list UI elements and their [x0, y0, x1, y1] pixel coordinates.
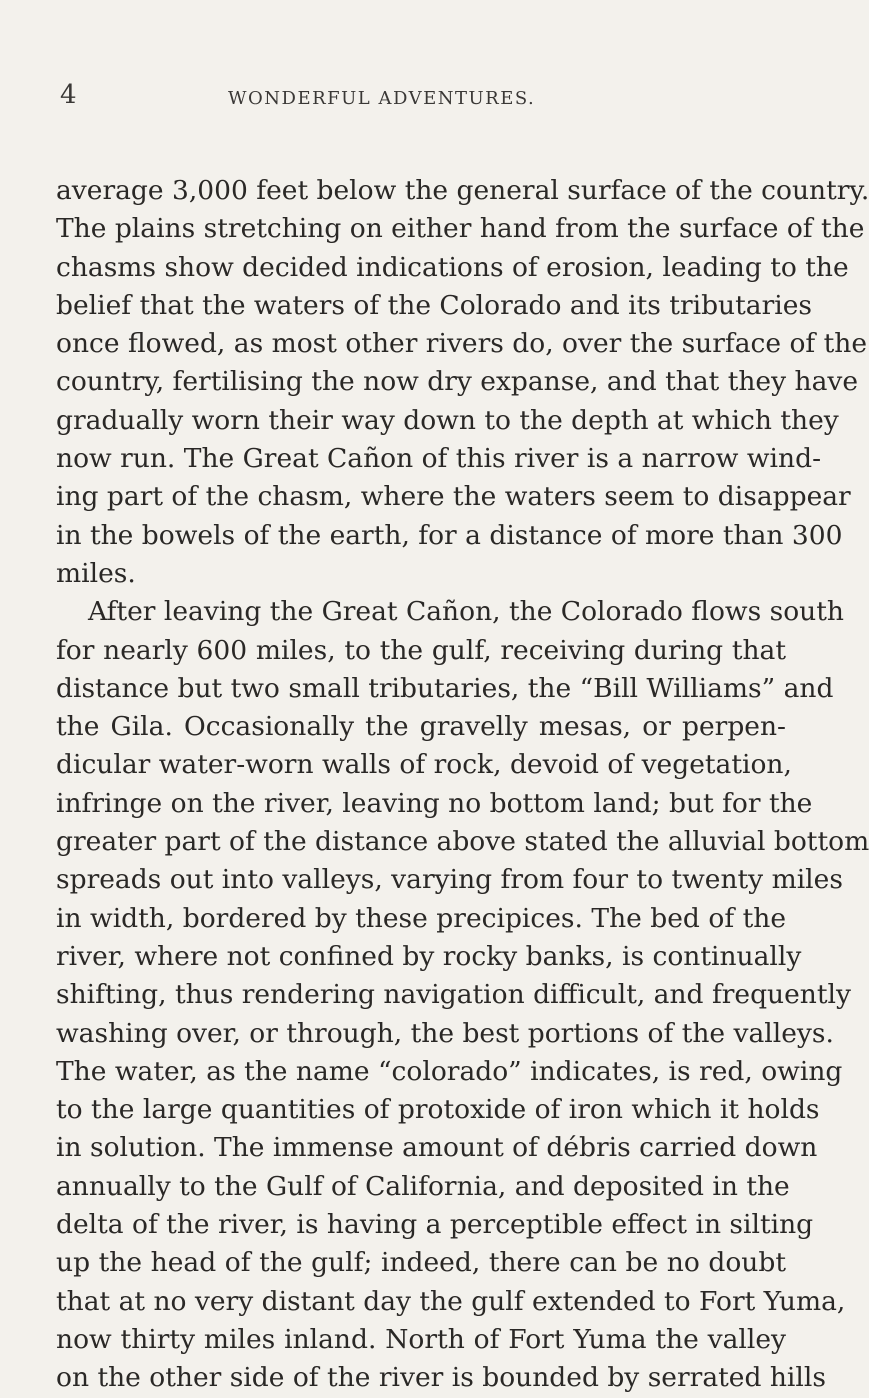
text-line: now run. The Great Cañon of this river is a narrow wind-: [56, 443, 822, 475]
text-line: in solution. The immense amount of débris carried down: [56, 1132, 818, 1164]
text-line: chasms show decided indications of erosion, leading to the: [56, 251, 849, 283]
text-line: on the other side of the river is bounded by serrated hills: [56, 1362, 826, 1394]
text-line: delta of the river, is having a perceptible effect in silting: [56, 1209, 814, 1241]
text-line: The water, as the name “colorado” indicates, is red, owing: [56, 1055, 843, 1087]
text-line: the Gila. Occasionally the gravelly mesas, or perpen-: [56, 711, 786, 743]
text-line: average 3,000 feet below the general surface of the country.: [56, 175, 869, 206]
body-text: [56, 172, 869, 1398]
text-line: for nearly 600 miles, to the gulf, receiving during that: [56, 634, 786, 666]
text-line: ing part of the chasm, where the waters seem to disappear: [56, 481, 851, 513]
text-line: shifting, thus rendering navigation difficult, and frequently: [56, 979, 851, 1011]
running-head: WONDERFUL ADVENTURES.: [228, 88, 536, 109]
page-number: 4: [60, 80, 77, 110]
text-line: miles.: [56, 557, 136, 589]
text-line: country, fertilising the now dry expanse, and that they have: [56, 366, 859, 398]
text-line: After leaving the Great Cañon, the Colorado flows south: [88, 596, 844, 628]
text-line: washing over, or through, the best portions of the valleys.: [56, 1017, 834, 1049]
text-line: belief that the waters of the Colorado and its tributaries: [56, 289, 813, 321]
text-line: once flowed, as most other rivers do, over the surface of the: [56, 328, 868, 360]
text-line: distance but two small tributaries, the “Bill Williams” and: [56, 672, 834, 704]
text-line: The plains stretching on either hand from the surface of the: [56, 213, 865, 245]
text-line: up the head of the gulf; indeed, there can be no doubt: [56, 1247, 786, 1279]
text-line: river, where not confined by rocky banks, is continually: [56, 940, 802, 972]
text-line: dicular water-worn walls of rock, devoid of vegetation,: [56, 749, 792, 781]
text-line: in the bowels of the earth, for a distance of more than 300: [56, 519, 843, 551]
text-line: annually to the Gulf of California, and deposited in the: [56, 1170, 790, 1202]
text-line: infringe on the river, leaving no bottom land; but for the: [56, 787, 813, 819]
text-line: gradually worn their way down to the depth at which they: [56, 404, 839, 436]
text-line: to the large quantities of protoxide of iron which it holds: [56, 1094, 820, 1126]
text-line: greater part of the distance above stated the alluvial bottom: [56, 826, 869, 858]
text-line: now thirty miles inland. North of Fort Yuma the valley: [56, 1323, 786, 1355]
text-line: that at no very distant day the gulf extended to Fort Yuma,: [56, 1285, 846, 1317]
text-line: spreads out into valleys, varying from four to twenty miles: [56, 864, 843, 896]
text-line: in width, bordered by these precipices. The bed of the: [56, 902, 786, 934]
